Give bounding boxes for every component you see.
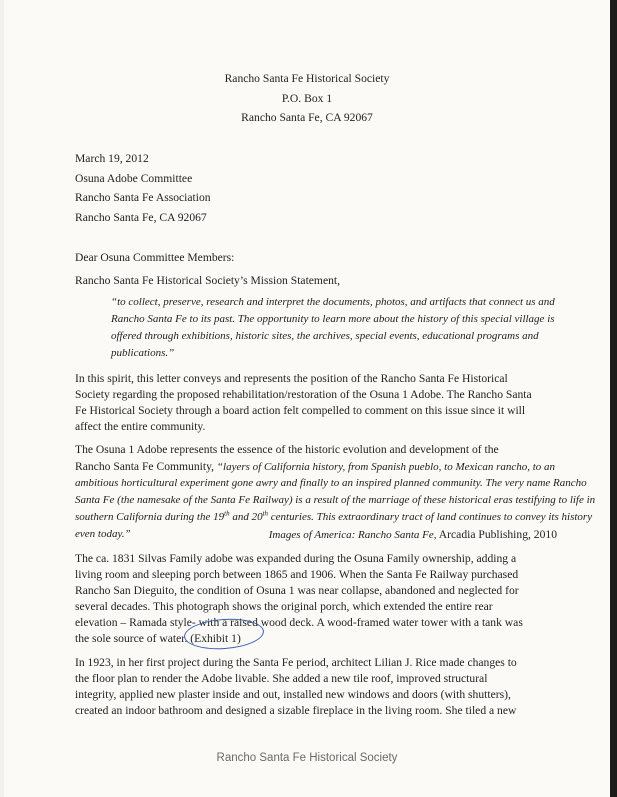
paragraph-line: Society regarding the proposed rehabilitation/restoration of the Osuna 1 Adobe. The Rancho Santa xyxy=(75,388,532,401)
history-quote-line xyxy=(75,511,592,524)
paragraph-line: integrity, applied new plaster inside and out, installed new windows and doors (with shutters), xyxy=(75,688,511,701)
mission-quote-line: Rancho Santa Fe to its past. The opportunity to learn more about the history of this special village is xyxy=(111,313,555,325)
citation-title: Images of America: Rancho Santa Fe, xyxy=(268,529,437,541)
recipient-line: Rancho Santa Fe, CA 92067 xyxy=(75,211,207,224)
superscript: th xyxy=(262,509,269,518)
quote-part: and 20 xyxy=(229,511,263,523)
paragraph-line: Fe Historical Society through a board action felt compelled to comment on this issue since it will xyxy=(75,404,526,417)
page-footer: Rancho Santa Fe Historical Society xyxy=(216,752,398,764)
paragraph-line xyxy=(75,460,555,474)
paragraph-line: several decades. This photograph shows the original porch, which extended the entire rear xyxy=(75,600,493,613)
quote-part: southern California during the 19 xyxy=(75,511,225,523)
mission-quote-line: “to collect, preserve, research and interpret the documents, photos, and artifacts that connect us and xyxy=(111,296,555,308)
recipient-line: Osuna Adobe Committee xyxy=(75,172,193,185)
mission-quote-line: publications.” xyxy=(111,347,175,359)
letterhead-city: Rancho Santa Fe, CA 92067 xyxy=(241,111,373,124)
letterhead-org: Rancho Santa Fe Historical Society xyxy=(224,72,390,85)
paragraph-line: the sole source of water. (Exhibit 1) xyxy=(75,632,241,645)
salutation: Dear Osuna Committee Members: xyxy=(75,251,235,264)
history-quote: “layers of California history, from Spanish pueblo, to Mexican rancho, to an xyxy=(216,461,556,473)
paragraph-text: Rancho Santa Fe Community, xyxy=(75,460,217,473)
letterhead-po-box: P.O. Box 1 xyxy=(281,92,333,105)
letter-page xyxy=(4,0,610,797)
citation xyxy=(269,528,557,542)
scan-edge xyxy=(610,0,617,797)
citation-publisher: Arcadia Publishing, 2010 xyxy=(436,528,557,541)
paragraph-line: In 1923, in her first project during the Santa Fe period, architect Lilian J. Rice made changes to xyxy=(75,656,517,669)
paragraph-line: affect the entire community. xyxy=(75,420,206,433)
history-quote-line: ambitious horticultural experiment gone awry and finally to an inspired planned community. The very name Rancho xyxy=(75,477,587,489)
history-quote-end: even today.” xyxy=(75,528,131,540)
letter-date: March 19, 2012 xyxy=(75,152,149,165)
paragraph-line: living room and sleeping porch between 1865 and 1906. When the Santa Fe Railway purchased xyxy=(75,568,519,581)
paragraph-line: The Osuna 1 Adobe represents the essence of the historic evolution and development of the xyxy=(75,443,499,456)
paragraph-line: Rancho San Dieguito, the condition of Osuna 1 was near collapse, abandoned and neglected for xyxy=(75,584,519,597)
history-quote-line: Santa Fe (the namesake of the Santa Fe Railway) is a result of the marriage of these historical eras testifying to life in xyxy=(75,494,596,506)
paragraph-line: The ca. 1831 Silvas Family adobe was expanded during the Osuna Family ownership, adding a xyxy=(75,552,517,565)
recipient-line: Rancho Santa Fe Association xyxy=(75,191,211,204)
superscript: th xyxy=(224,509,230,518)
paragraph-line: the floor plan to render the Adobe livable. She added a new tile roof, improved structural xyxy=(75,672,488,685)
paragraph-line: created an indoor bathroom and designed a sizable fireplace in the living room. She tiled a new xyxy=(75,704,517,717)
quote-part: centuries. This extraordinary tract of land continues to convey its history xyxy=(268,511,593,523)
mission-quote-line: offered through exhibitions, historic sites, the archives, special events, educational programs and xyxy=(111,330,539,342)
paragraph-line: elevation – Ramada style- with a raised wood deck. A wood-framed water tower with a tank was xyxy=(75,616,523,629)
mission-heading: Rancho Santa Fe Historical Society’s Mission Statement, xyxy=(75,274,341,287)
paragraph-line: In this spirit, this letter conveys and represents the position of the Rancho Santa Fe Historical xyxy=(75,372,508,385)
